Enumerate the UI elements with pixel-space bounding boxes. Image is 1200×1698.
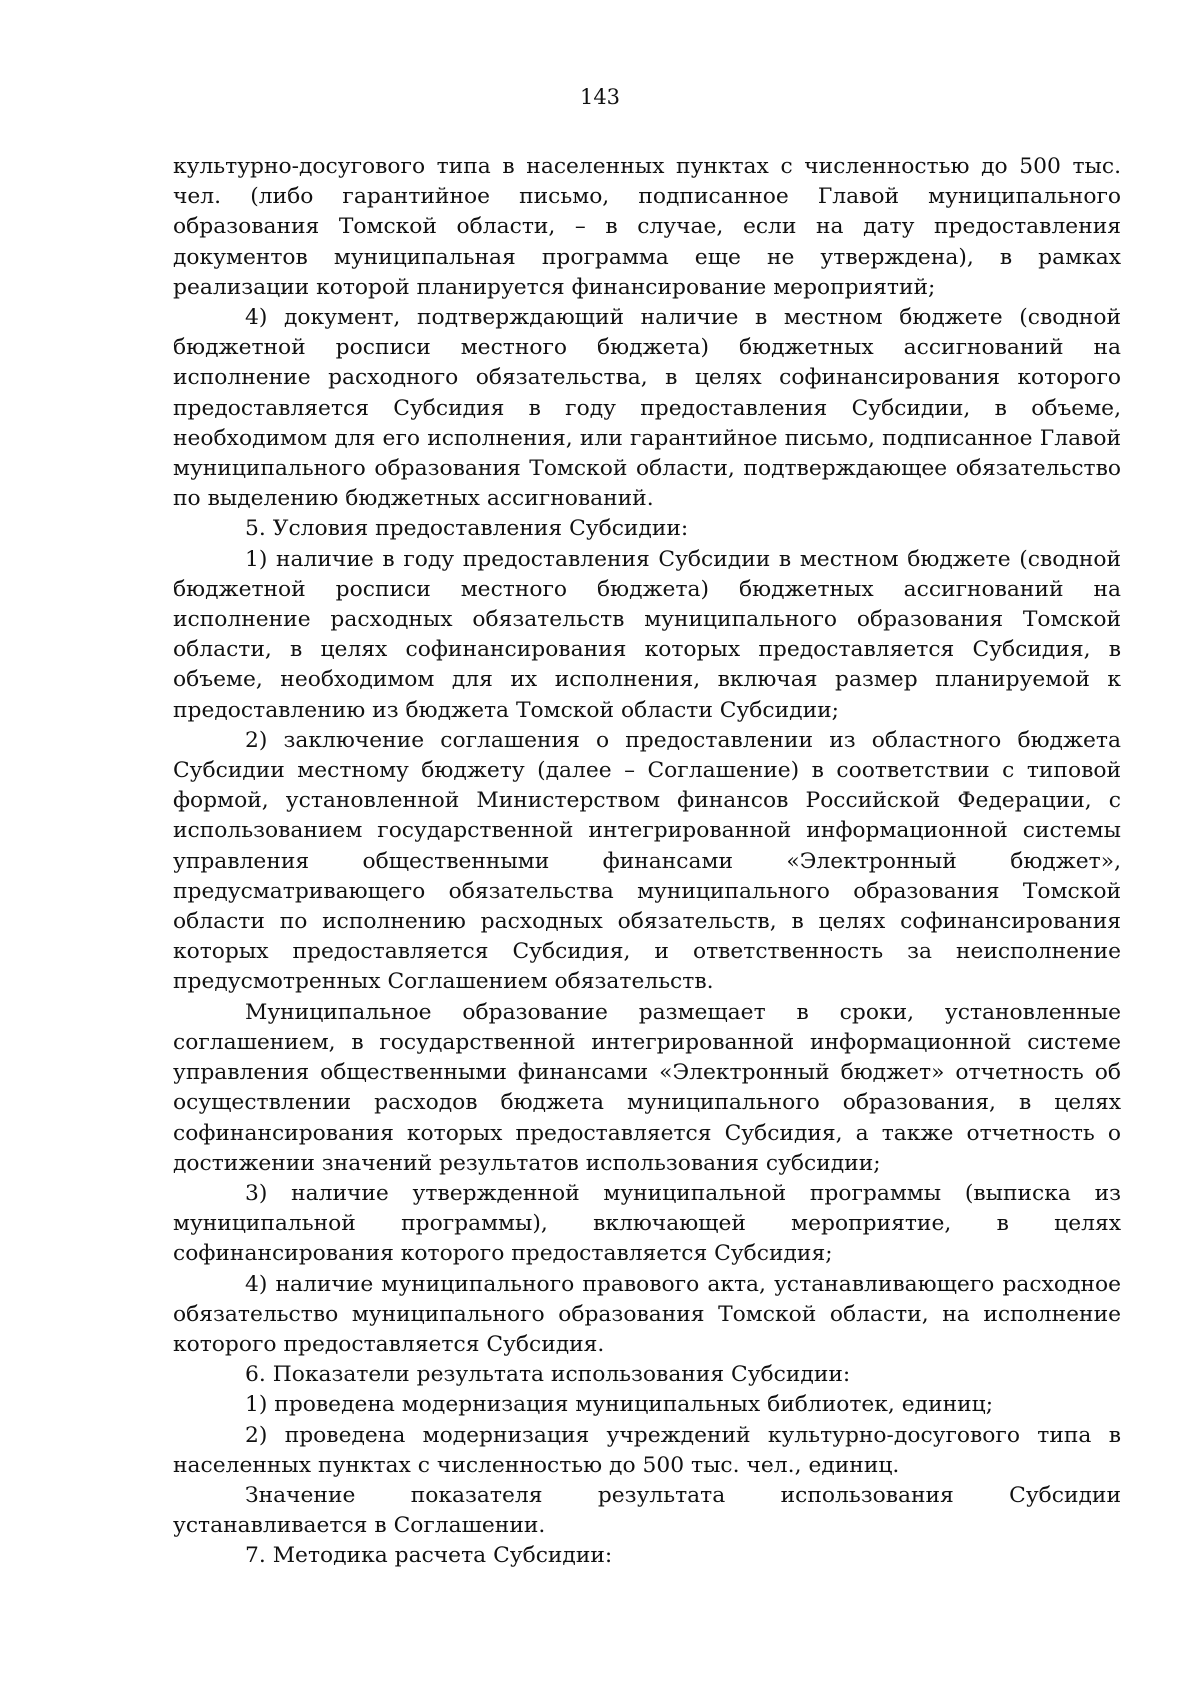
paragraph: 3) наличие утвержденной муниципальной программы (выписка из муниципальной программы), включающей мероприятие, в целях софинансирования которого предоставляется Субсидия; bbox=[173, 1180, 1121, 1267]
paragraph: Муниципальное образование размещает в сроки, установленные соглашением, в государственной интегрированной информационной системе управления общественными финансами «Электронный бюджет» отчетность об осуществлении расходов бюджета муниципального образования, в целях софинансирования которых предоставляется Субсидия, а также отчетность о достижении значений результатов использования субсидии; bbox=[173, 999, 1121, 1176]
section-heading: 7. Методика расчета Субсидии: bbox=[245, 1543, 613, 1569]
paragraph: 4) наличие муниципального правового акта, устанавливающего расходное обязательство муниципального образования Томской области, на исполнение которого предоставляется Субсидия. bbox=[173, 1271, 1121, 1357]
paragraph: 2) заключение соглашения о предоставлении из областного бюджета Субсидии местному бюджету (далее – Соглашение) в соответствии с типовой формой, установленной Министерством финансов Российской Федерации, с использованием государственной интегрированной информационной системы управления общественными финансами «Электронный бюджет», предусматривающего обязательства муниципального образования Томской области по исполнению расходных обязательств, в целях софинансирования которых предоставляется Субсидия, и ответственность за неисполнение предусмотренных Соглашением обязательств. bbox=[173, 727, 1121, 995]
document-body bbox=[173, 152, 1121, 1572]
paragraph: 2) проведена модернизация учреждений культурно-досугового типа в населенных пунктах с численностью до 500 тыс. чел., единиц. bbox=[173, 1422, 1121, 1478]
paragraph: 1) проведена модернизация муниципальных библиотек, единиц; bbox=[245, 1392, 994, 1418]
section-heading: 5. Условия предоставления Субсидии: bbox=[245, 516, 689, 542]
paragraph: 4) документ, подтверждающий наличие в местном бюджете (сводной бюджетной росписи местного бюджета) бюджетных ассигнований на исполнение расходного обязательства, в целях софинансирования которого предоставляется Субсидия в году предоставления Субсидии, в объеме, необходимом для его исполнения, или гарантийное письмо, подписанное Главой муниципального образования Томской области, подтверждающее обязательство по выделению бюджетных ассигнований. bbox=[173, 305, 1121, 512]
paragraph: 1) наличие в году предоставления Субсидии в местном бюджете (сводной бюджетной росписи местного бюджета) бюджетных ассигнований на исполнение расходных обязательств муниципального образования Томской области, в целях софинансирования которых предоставляется Субсидия, в объеме, необходимом для их исполнения, включая размер планируемой к предоставлению из бюджета Томской области Субсидии; bbox=[173, 546, 1121, 723]
paragraph: культурно-досугового типа в населенных пунктах с численностью до 500 тыс. чел. (либо гарантийное письмо, подписанное Главой муниципального образования Томской области, – в случае, если на дату предоставления документов муниципальная программа еще не утверждена), в рамках реализации которой планируется финансирование мероприятий; bbox=[173, 154, 1121, 300]
paragraph: Значение показателя результата использования Субсидии устанавливается в Соглашении. bbox=[173, 1482, 1121, 1539]
page-number: 143 bbox=[579, 85, 621, 109]
section-heading: 6. Показатели результата использования Субсидии: bbox=[245, 1362, 851, 1388]
